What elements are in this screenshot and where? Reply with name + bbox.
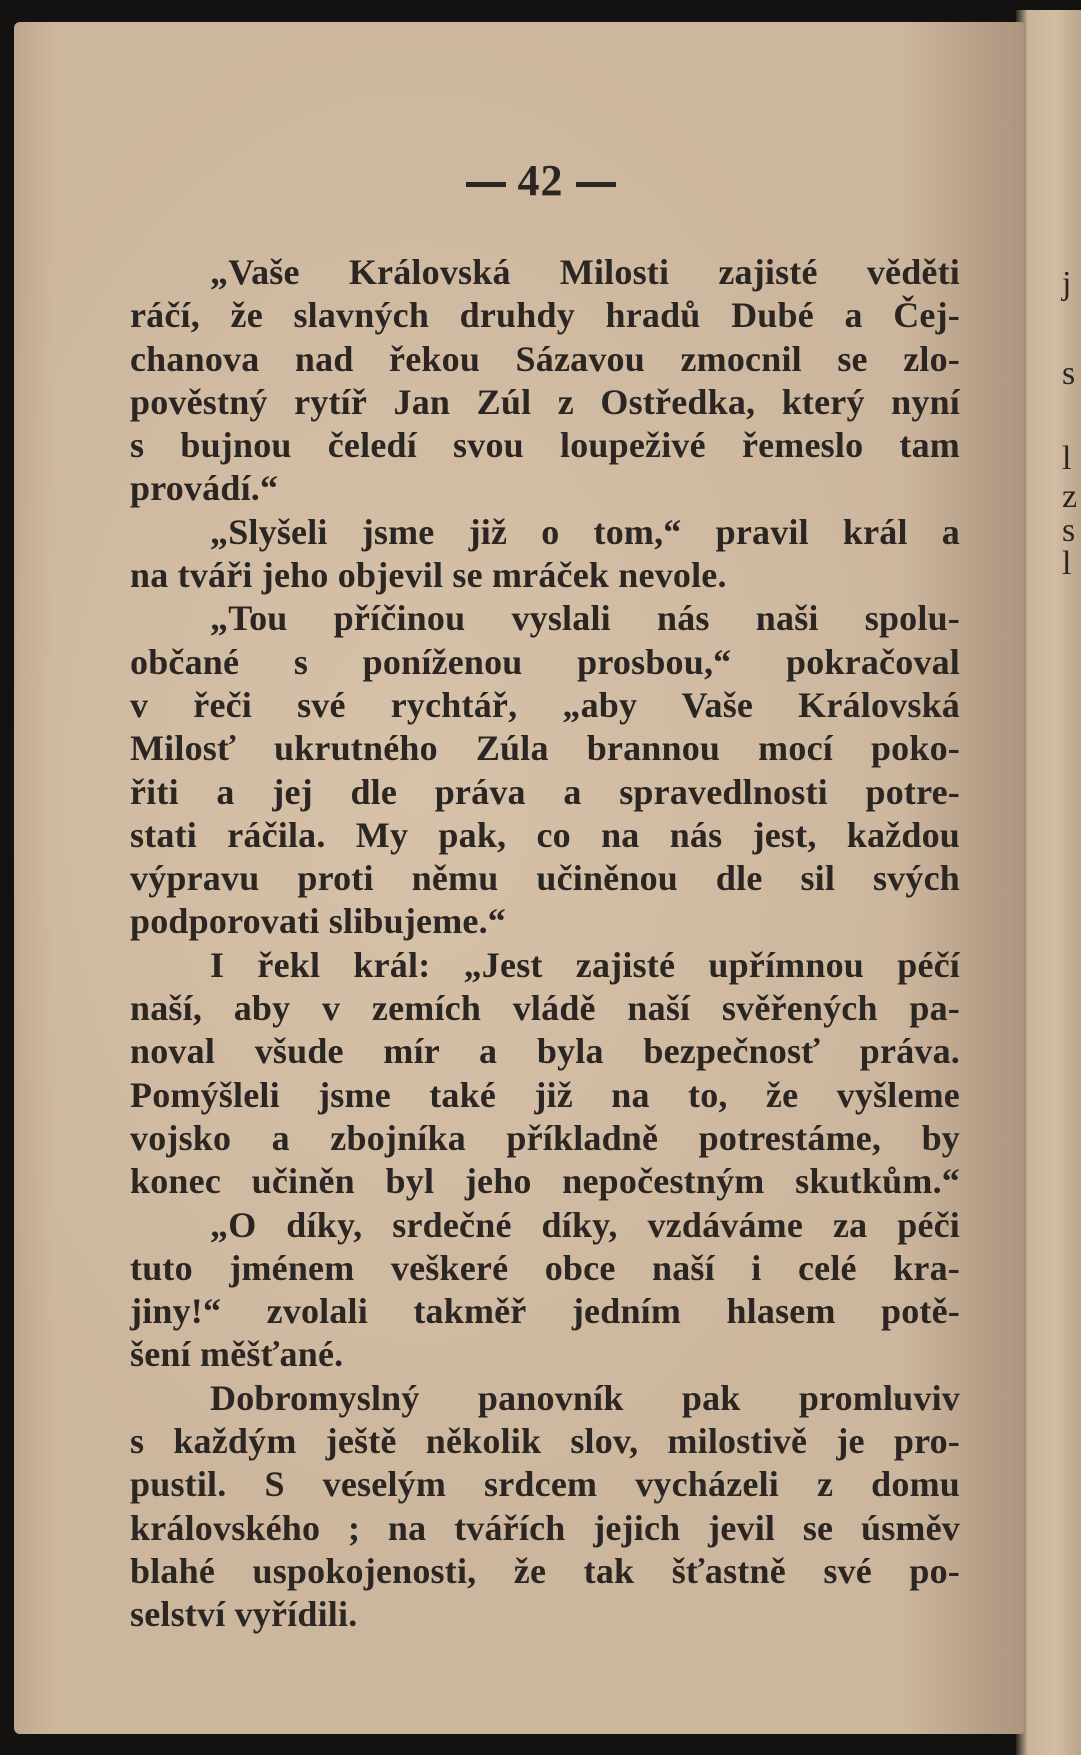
page-text (130, 251, 960, 1637)
text-line: s každým ještě několik slov, milostivě je pro- (130, 1421, 960, 1462)
text-line: tuto jménem veškeré obce naší i celé kra- (130, 1247, 960, 1288)
text-line: selství vyřídili. (130, 1594, 358, 1635)
text-line: I řekl král: „Jest zajisté upřímnou péčí (210, 944, 960, 985)
edge-letter: s (1062, 512, 1076, 549)
text-line: Milosť ukrutného Zúla brannou mocí poko- (130, 728, 960, 769)
text-line: „Slyšeli jsme již o tom,“ pravil král a (210, 511, 960, 552)
text-line: „Vaše Královská Milosti zajisté věděti (210, 252, 960, 292)
edge-letter: z (1062, 478, 1078, 515)
text-line: výpravu proti němu učiněnou dle sil svých (130, 858, 960, 899)
text-line: jiny!“ zvolali takměř jedním hlasem potě- (130, 1291, 960, 1332)
page-number (0, 155, 1081, 206)
text-line: „O díky, srdečné díky, vzdáváme za péči (210, 1204, 960, 1245)
text-line: noval všude mír a byla bezpečnosť práva. (130, 1031, 960, 1072)
text-line: podporovati slibujeme.“ (130, 901, 506, 942)
edge-letter: l (1062, 545, 1072, 582)
text-line: vojsko a zbojníka příkladně potrestáme, by (130, 1117, 960, 1158)
text-line: konec učiněn byl jeho nepočestným skutkům.“ (130, 1161, 960, 1202)
text-line: řiti a jej dle práva a spravedlnosti potre- (130, 771, 960, 812)
text-line: královského ; na tvářích jejich jevil se úsměv (130, 1507, 960, 1548)
edge-letter: s (1062, 355, 1076, 392)
text-line: chanova nad řekou Sázavou zmocnil se zlo- (130, 338, 960, 379)
text-line: občané s poníženou prosbou,“ pokračoval (130, 641, 960, 682)
text-line: Pomýšleli jsme také již na to, že vyšleme (130, 1074, 960, 1115)
page-number-dash-left (466, 182, 506, 187)
text-line: provádí.“ (130, 468, 279, 509)
text-line: s bujnou čeledí svou loupeživé řemeslo tam (130, 425, 960, 466)
page-number-dash-right (576, 182, 616, 187)
text-line: pověstný rytíř Jan Zúl z Ostředka, který nyní (130, 381, 960, 422)
text-line: „Tou příčinou vyslali nás naši spolu- (210, 598, 960, 639)
text-line: v řeči své rychtář, „aby Vaše Královská (130, 684, 960, 725)
text-line: ráčí, že slavných druhdy hradů Dubé a Čej- (130, 295, 960, 336)
text-line: stati ráčila. My pak, co na nás jest, každou (130, 814, 960, 855)
text-line: pustil. S veselým srdcem vycházeli z domu (130, 1464, 960, 1505)
text-line: na tváři jeho objevil se mráček nevole. (130, 555, 727, 596)
text-line: Dobromyslný panovník pak promluviv (210, 1377, 960, 1418)
page-number-value: 42 (517, 156, 564, 205)
text-line: blahé uspokojenosti, že tak šťastně své po- (130, 1550, 960, 1591)
edge-letter: l (1062, 440, 1072, 477)
text-line: naší, aby v zemích vládě naší svěřených pa- (130, 988, 960, 1029)
text-line: šení měšťané. (130, 1334, 344, 1375)
edge-letter: j (1062, 265, 1072, 302)
